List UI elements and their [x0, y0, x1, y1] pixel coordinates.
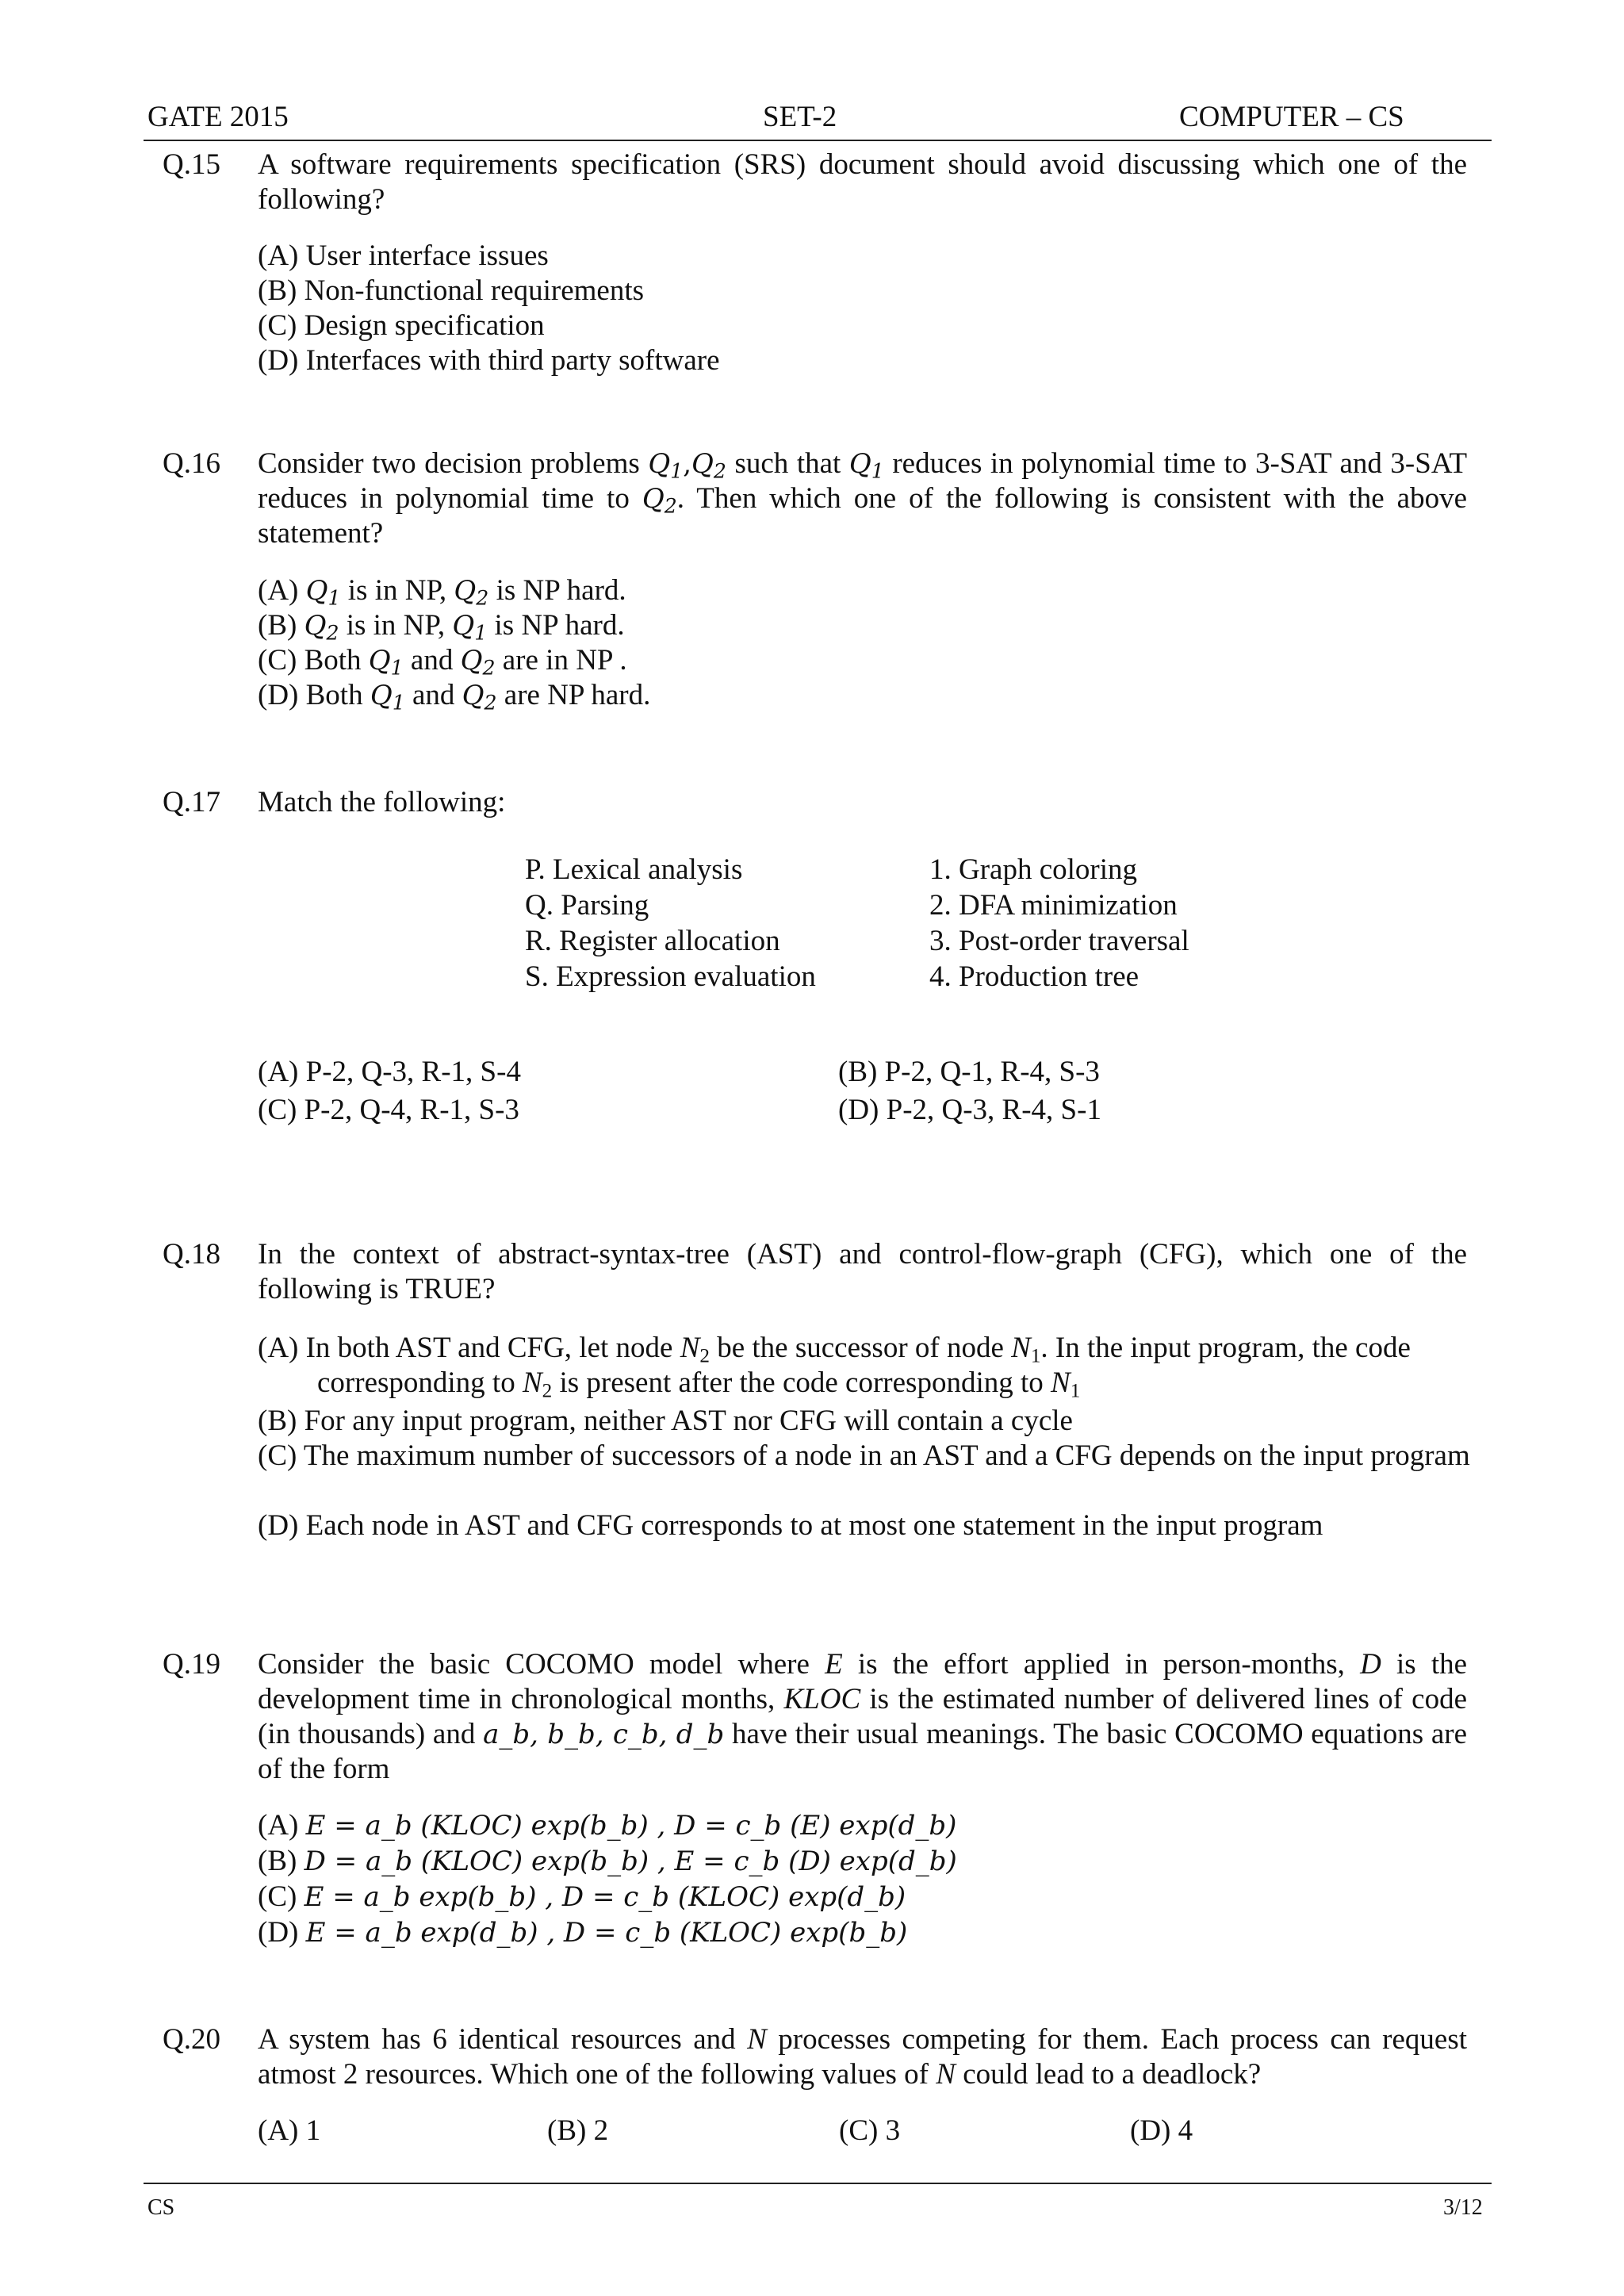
option-b: (B) 2 — [547, 2114, 609, 2147]
option-b: (B) For any input program, neither AST nor CFG will contain a cycle — [258, 1405, 1073, 1437]
option-d: (D) Interfaces with third party software — [258, 344, 720, 377]
option-b: (B) Non-functional requirements — [258, 274, 645, 307]
option-c: (C) 3 — [839, 2114, 901, 2147]
option-c: (C) Both $Q_1$ and $Q_2$ are in NP . — [258, 644, 627, 680]
option-d: (D) Each node in AST and CFG corresponds to at most one statement in the input program — [258, 1509, 1323, 1542]
option-d: (D) P-2, Q-3, R-4, S-1 — [838, 1094, 1101, 1126]
option-a: (A) 1 — [258, 2114, 321, 2147]
question-text: Match the following: — [258, 786, 506, 818]
question-text: Consider two decision problems $Q_1,Q_2$ such that $Q_1$ reduces in polynomial time to 3-SAT and 3-SAT reduces in polynomial time to $Q_2$. Then which one of the following is consistent with the above statement? — [258, 447, 1468, 550]
match-left-item: Q. Parsing — [525, 889, 649, 922]
match-left-item: S. Expression evaluation — [525, 960, 816, 993]
header-set: SET-2 — [763, 101, 837, 133]
footer-rule — [144, 2183, 1492, 2184]
option-b: (B) $Q_2$ is in NP, $Q_1$ is NP hard. — [258, 609, 625, 645]
page-number: 3/12 — [1443, 2195, 1483, 2220]
option-d: (D) Both $Q_1$ and $Q_2$ are NP hard. — [258, 679, 651, 715]
footer-subject-code: CS — [147, 2195, 175, 2220]
option-b: (B) D = a_b (KLOC) exp(b_b) , E = c_b (D) exp(d_b) — [258, 1845, 957, 1877]
question-text: A system has 6 identical resources and N processes competing for them. Each process can request atmost 2 resources. Which one of the following values of N could lead to a deadlock? — [258, 2023, 1468, 2091]
match-left-item: P. Lexical analysis — [525, 853, 743, 886]
option-c: (C) E = a_b exp(b_b) , D = c_b (KLOC) exp(d_b) — [258, 1880, 906, 1913]
header-rule — [144, 140, 1492, 141]
question-text: In the context of abstract-syntax-tree (AST) and control-flow-graph (CFG), which one of the following is TRUE? — [258, 1238, 1467, 1305]
option-a: (A) P-2, Q-3, R-1, S-4 — [258, 1056, 521, 1088]
question-number: Q.16 — [163, 447, 220, 480]
option-c: (C) Design specification — [258, 309, 545, 342]
question-number: Q.19 — [163, 1648, 220, 1681]
option-a: (A) User interface issues — [258, 240, 549, 272]
question-number: Q.18 — [163, 1238, 220, 1271]
header-subject: COMPUTER – CS — [1179, 101, 1404, 133]
option-a: (A) $Q_1$ is in NP, $Q_2$ is NP hard. — [258, 574, 626, 610]
question-number: Q.15 — [163, 148, 220, 181]
match-left-item: R. Register allocation — [525, 925, 780, 957]
option-d: (D) E = a_b exp(d_b) , D = c_b (KLOC) exp(b_b) — [258, 1916, 908, 1949]
question-text: A software requirements specification (SRS) document should avoid discussing which one of the following? — [258, 148, 1467, 216]
match-right-item: 2. DFA minimization — [929, 889, 1178, 922]
option-a: (A) In both AST and CFG, let node $N_2$ be the successor of node $N_1$. In the input program, the code corresponding to $N_2$ is present after the code corresponding to $N_1$ — [258, 1332, 1411, 1402]
option-d: (D) 4 — [1130, 2114, 1193, 2147]
match-right-item: 1. Graph coloring — [929, 853, 1138, 886]
option-c: (C) The maximum number of successors of a node in an AST and a CFG depends on the input program — [258, 1439, 1470, 1472]
match-right-item: 4. Production tree — [929, 960, 1139, 993]
option-b: (B) P-2, Q-1, R-4, S-3 — [838, 1056, 1100, 1088]
question-text: Consider the basic COCOMO model where E is the effort applied in person-months, D is the development time in chronological months, KLOC is the estimated number of delivered lines of code (in thousands) and a_b, b_b, c_b, d_b have their usual meanings. The basic COCOMO equations are of the form — [258, 1648, 1468, 1785]
option-c: (C) P-2, Q-4, R-1, S-3 — [258, 1094, 519, 1126]
question-number: Q.17 — [163, 786, 220, 818]
question-number: Q.20 — [163, 2023, 220, 2056]
header-exam-title: GATE 2015 — [147, 101, 289, 133]
match-right-item: 3. Post-order traversal — [929, 925, 1189, 957]
option-a: (A) E = a_b (KLOC) exp(b_b) , D = c_b (E) exp(d_b) — [258, 1809, 957, 1842]
